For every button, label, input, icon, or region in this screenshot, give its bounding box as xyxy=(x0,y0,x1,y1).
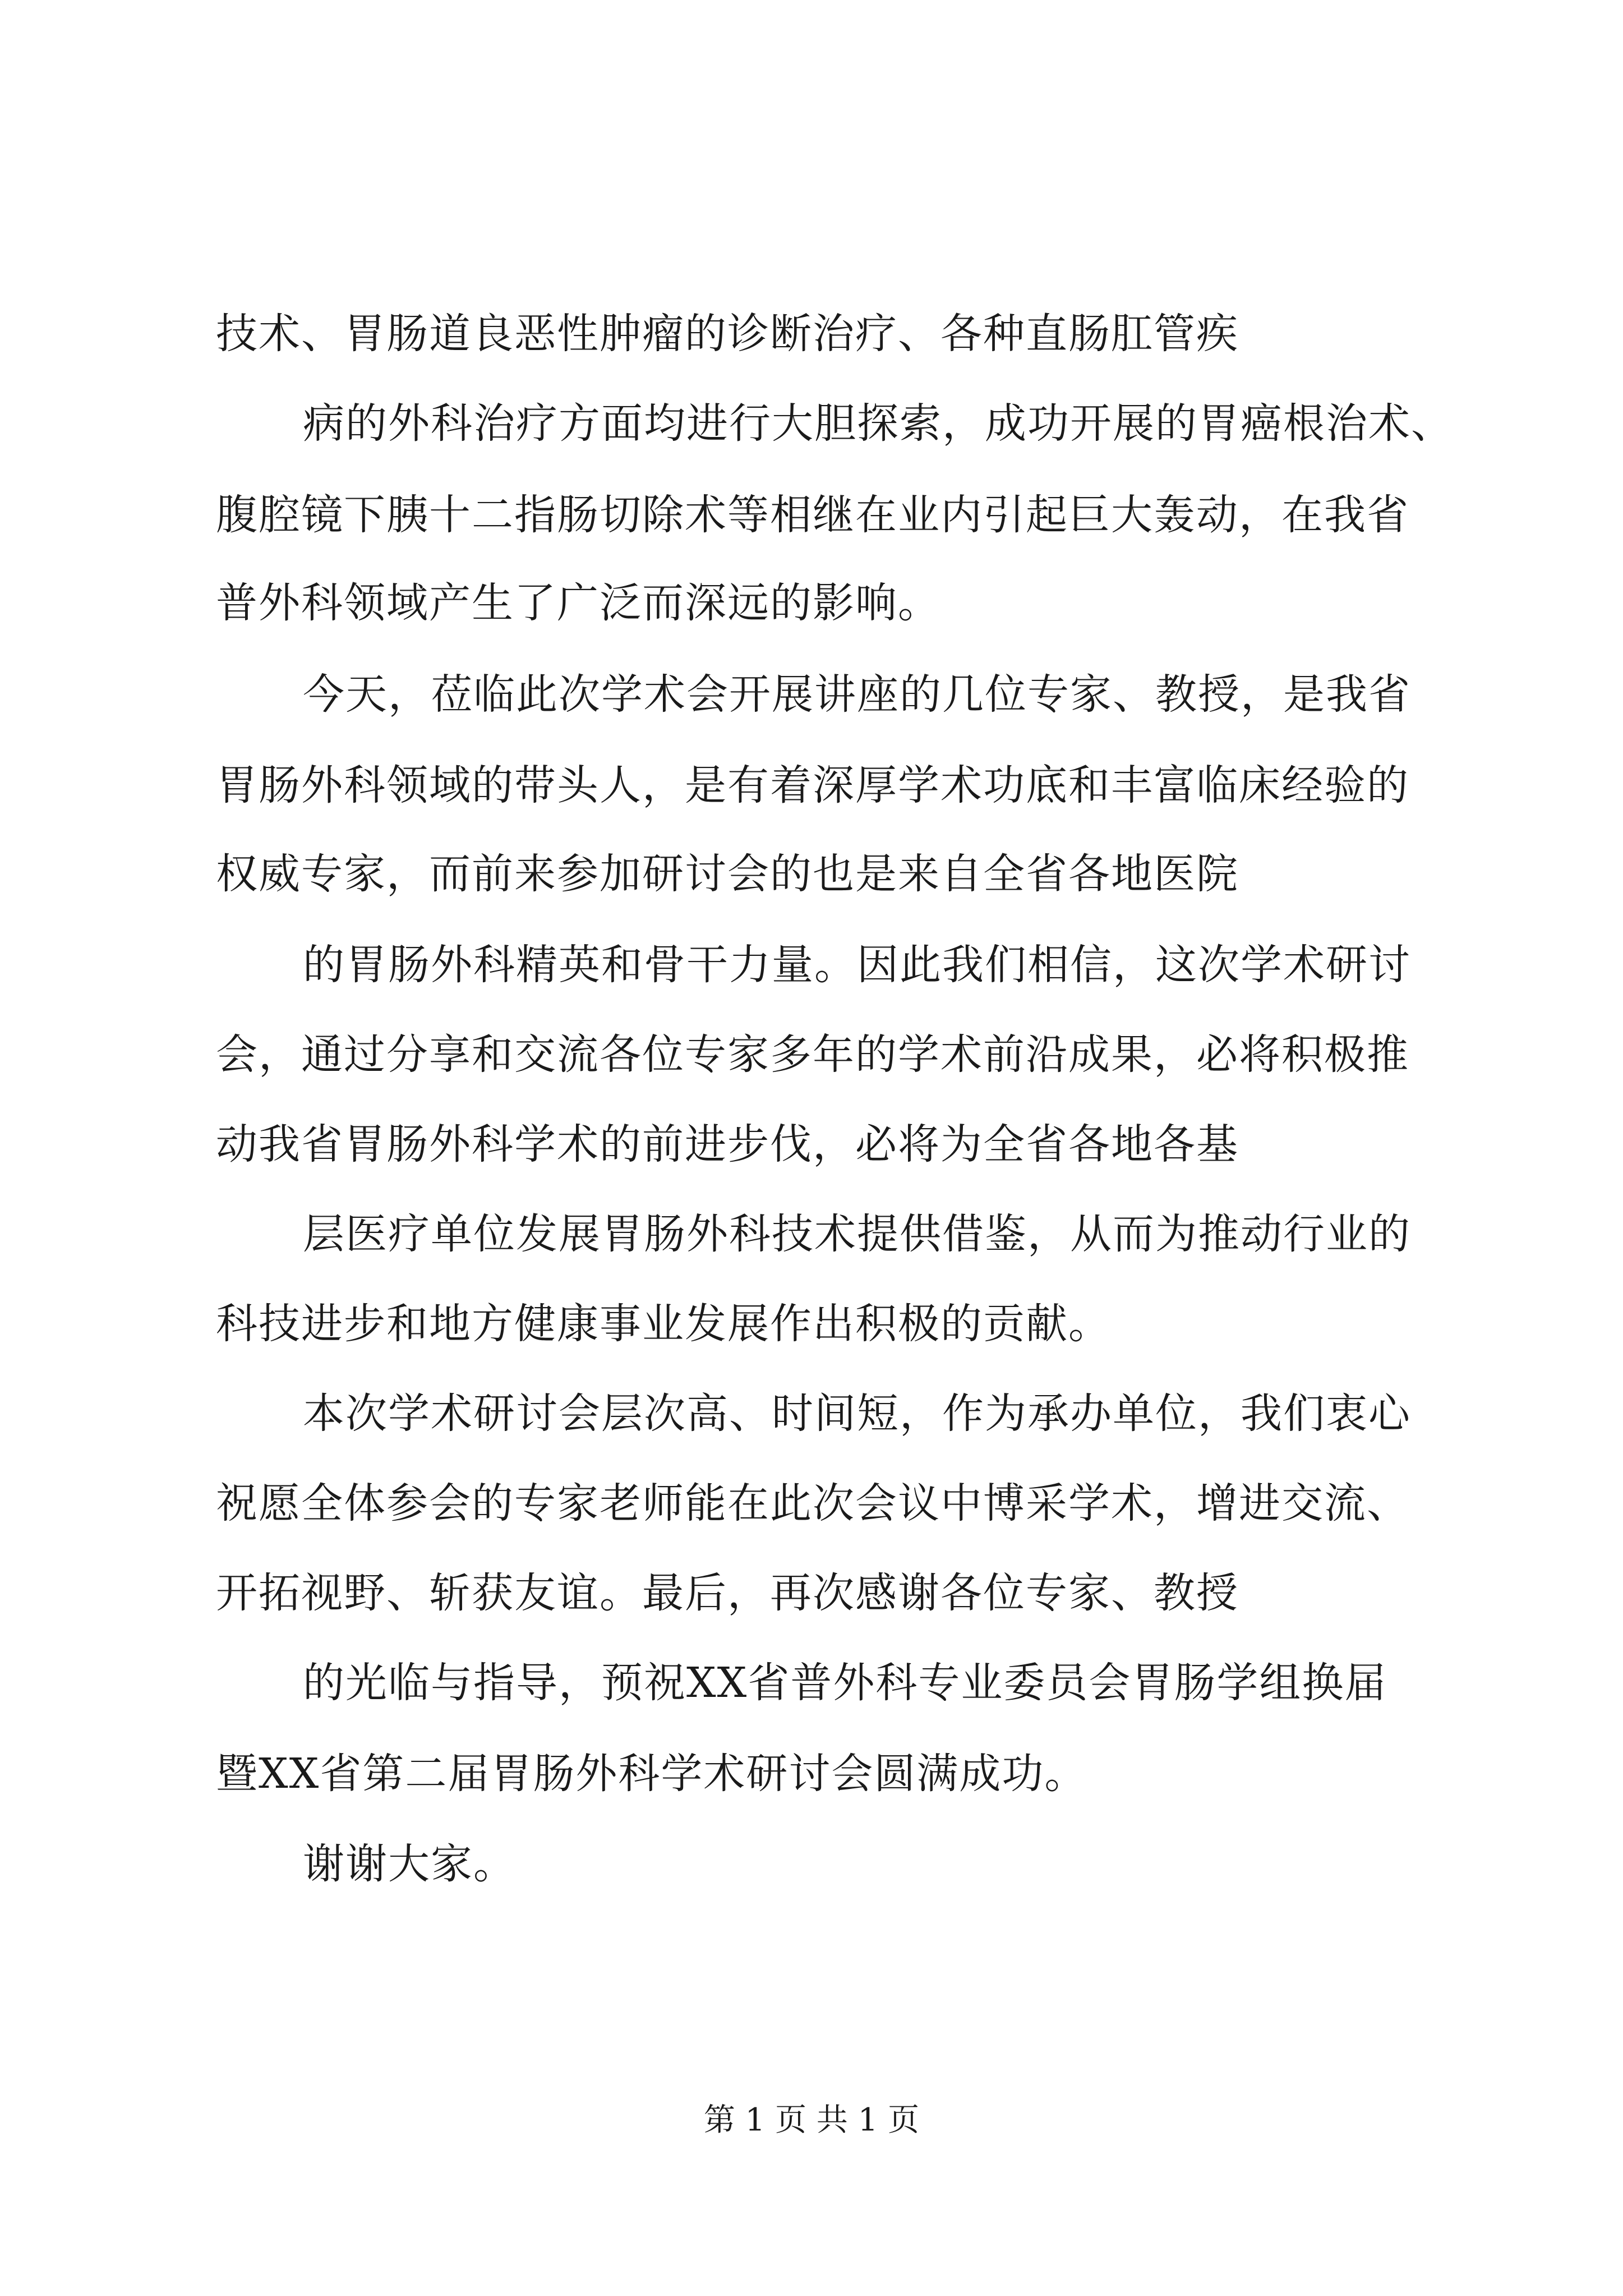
text-line: 本次学术研讨会层次高、时间短，作为承办单位，我们衷心 xyxy=(303,1389,1411,1438)
text-line: 腹腔镜下胰十二指肠切除术等相继在业内引起巨大轰动，在我省 xyxy=(216,491,1409,539)
text-line: 的光临与指导，预祝XX省普外科专业委员会胃肠学组换届 xyxy=(303,1659,1387,1707)
page-number-footer: 第 1 页 共 1 页 xyxy=(703,2102,920,2138)
text-line: 祝愿全体参会的专家老师能在此次会议中博采学术，增进交流、 xyxy=(216,1479,1409,1527)
text-line: 暨XX省第二届胃肠外科学术研讨会圆满成功。 xyxy=(216,1750,1087,1798)
text-line: 的胃肠外科精英和骨干力量。因此我们相信，这次学术研讨 xyxy=(303,941,1411,989)
text-line: 技术、胃肠道良恶性肿瘤的诊断治疗、各种直肠肛管疾 xyxy=(216,310,1239,358)
text-line: 科技进步和地方健康事业发展作出积极的贡献。 xyxy=(216,1300,1111,1348)
text-line: 普外科领域产生了广泛而深远的影响。 xyxy=(216,579,940,627)
text-line: 胃肠外科领域的带头人，是有着深厚学术功底和丰富临床经验的 xyxy=(216,761,1409,809)
text-line: 病的外科治疗方面均进行大胆探索，成功开展的胃癌根治术、 xyxy=(303,399,1454,448)
text-line: 今天，莅临此次学术会开展讲座的几位专家、教授，是我省 xyxy=(303,670,1411,719)
text-line: 会，通过分享和交流各位专家多年的学术前沿成果，必将积极推 xyxy=(216,1030,1409,1079)
text-line: 动我省胃肠外科学术的前进步伐，必将为全省各地各基 xyxy=(216,1120,1239,1168)
text-line: 层医疗单位发展胃肠外科技术提供借鉴，从而为推动行业的 xyxy=(303,1210,1411,1258)
text-line: 权威专家，而前来参加研讨会的也是来自全省各地医院 xyxy=(216,850,1239,898)
text-line: 开拓视野、斩获友谊。最后，再次感谢各位专家、教授 xyxy=(216,1569,1239,1617)
text-line: 谢谢大家。 xyxy=(303,1840,516,1888)
